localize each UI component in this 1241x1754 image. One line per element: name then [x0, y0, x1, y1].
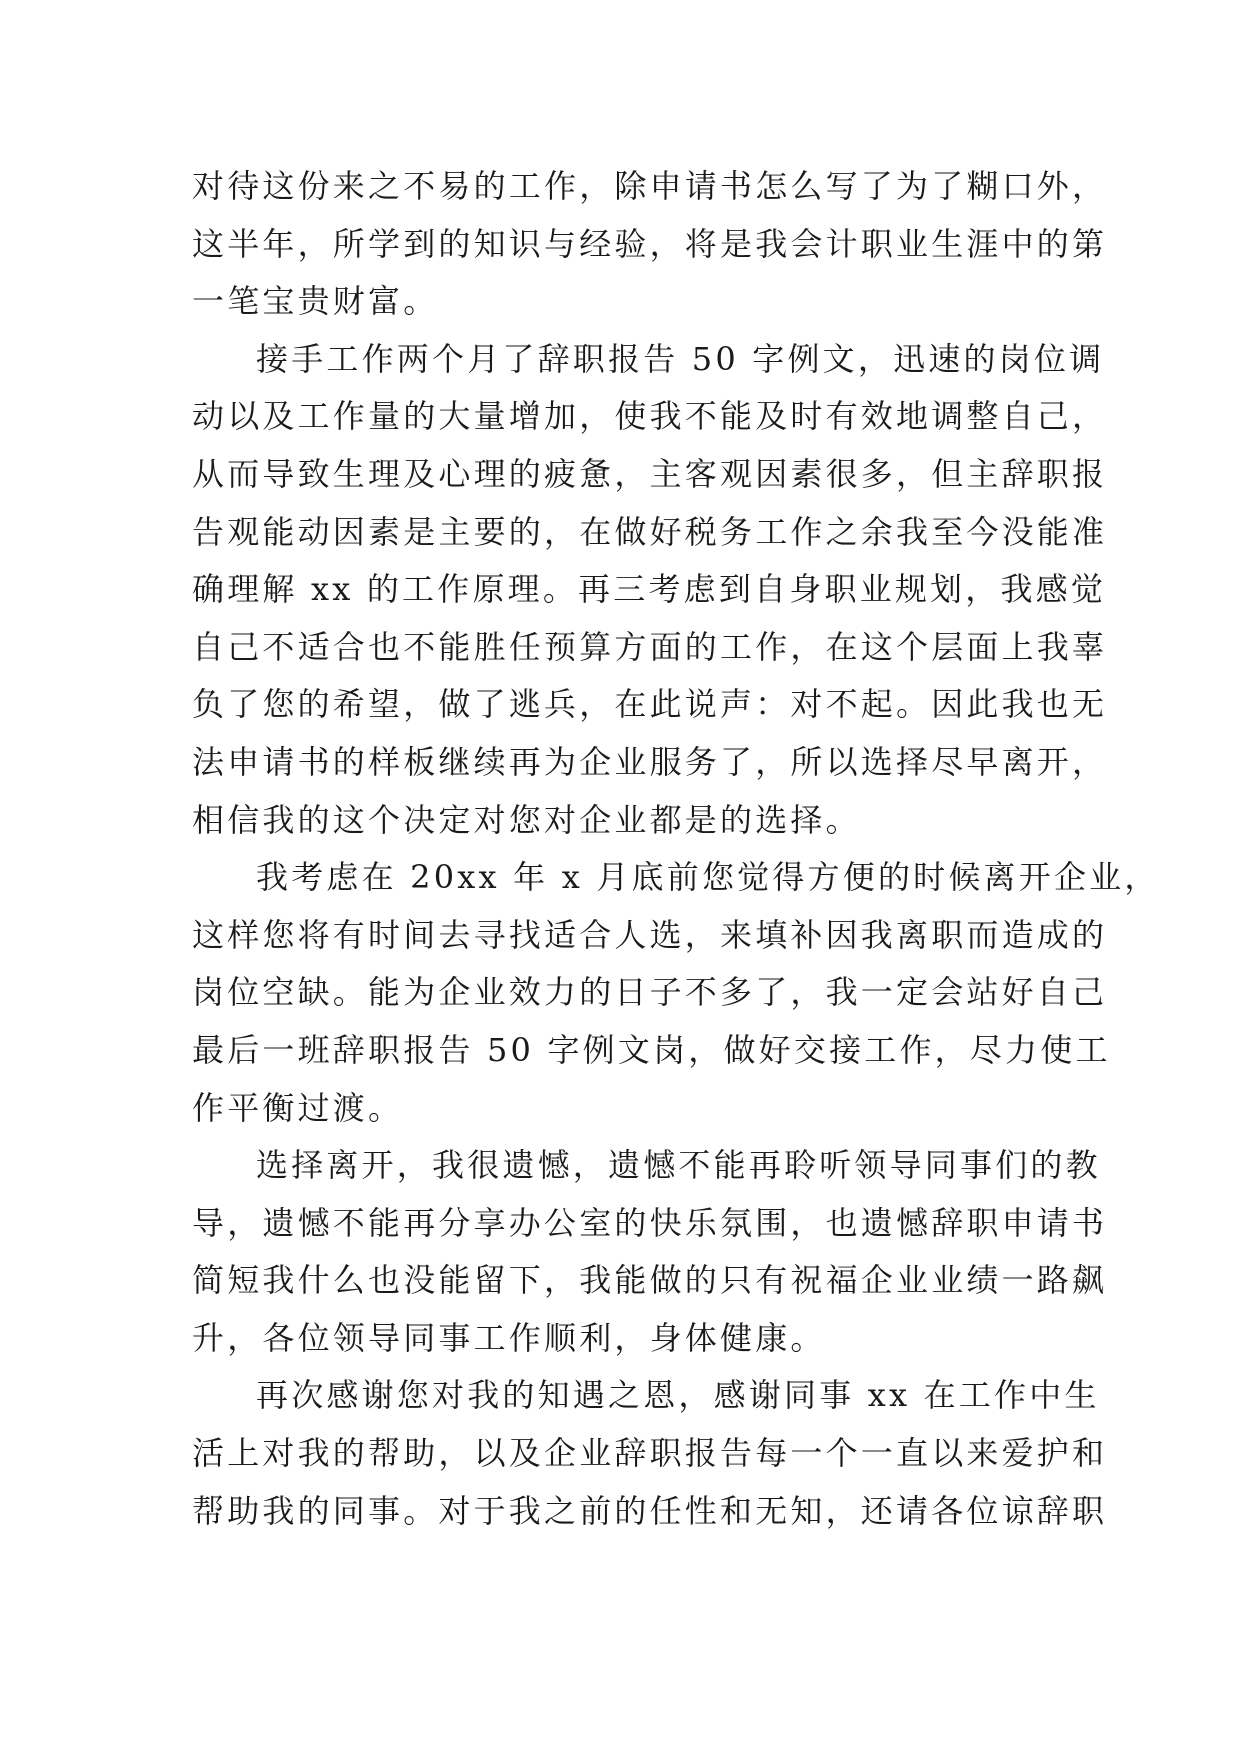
text-line: 自己不适合也不能胜任预算方面的工作，在这个层面上我辜: [192, 627, 1108, 666]
text-line: 确理解 xx 的工作原理。再三考虑到自身职业规划，我感觉: [192, 570, 1107, 609]
text-line: 负了您的希望，做了逃兵，在此说声：对不起。因此我也无: [192, 685, 1108, 724]
text-line: 再次感谢您对我的知遇之恩，感谢同事 xx 在工作中生: [256, 1376, 1100, 1415]
text-line: 从而导致生理及心理的疲惫，主客观因素很多，但主辞职报: [192, 454, 1108, 493]
text-line: 对待这份来之不易的工作，除申请书怎么写了为了糊口外，: [192, 167, 1108, 205]
text-line: 这样您将有时间去寻找适合人选，来填补因我离职而造成的: [192, 915, 1108, 954]
text-line: 升，各位领导同事工作顺利，身体健康。: [192, 1318, 826, 1357]
text-line: 活上对我的帮助，以及企业辞职报告每一个一直以来爱护和: [192, 1434, 1108, 1473]
text-line: 法申请书的样板继续再为企业服务了，所以选择尽早离开，: [192, 742, 1108, 781]
text-line: 最后一班辞职报告 50 字例文岗，做好交接工作，尽力使工: [192, 1030, 1111, 1069]
text-line: 这半年，所学到的知识与经验，将是我会计职业生涯中的第: [192, 224, 1108, 263]
text-line: 简短我什么也没能留下，我能做的只有祝福企业业绩一路飙: [192, 1261, 1108, 1300]
text-line: 选择离开，我很遗憾，遗憾不能再聆听领导同事们的教: [256, 1146, 1101, 1185]
text-line: 动以及工作量的大量增加，使我不能及时有效地调整自己，: [192, 397, 1108, 436]
paragraph: [192, 331, 1108, 849]
text-line: 作平衡过渡。: [192, 1088, 404, 1127]
paragraph: [192, 1137, 1108, 1367]
text-line: 导，遗憾不能再分享办公室的快乐氛围，也遗憾辞职申请书: [192, 1203, 1108, 1242]
text-line: 一笔宝贵财富。: [192, 282, 439, 321]
text-line: 我考虑在 20xx 年 x 月底前您觉得方便的时候离开企业，: [256, 858, 1160, 897]
paragraph: [192, 158, 1108, 331]
text-line: 接手工作两个月了辞职报告 50 字例文，迅速的岗位调: [256, 339, 1105, 378]
text-line: 帮助我的同事。对于我之前的任性和无知，还请各位谅辞职: [192, 1491, 1108, 1530]
text-line: 相信我的这个决定对您对企业都是的选择。: [192, 800, 861, 839]
text-line: 岗位空缺。能为企业效力的日子不多了，我一定会站好自己: [192, 973, 1108, 1012]
paragraph: [192, 1367, 1108, 1540]
document-body: [192, 158, 1160, 1540]
paragraph: [192, 849, 1160, 1137]
text-line: 告观能动因素是主要的，在做好税务工作之余我至今没能准: [192, 512, 1108, 551]
